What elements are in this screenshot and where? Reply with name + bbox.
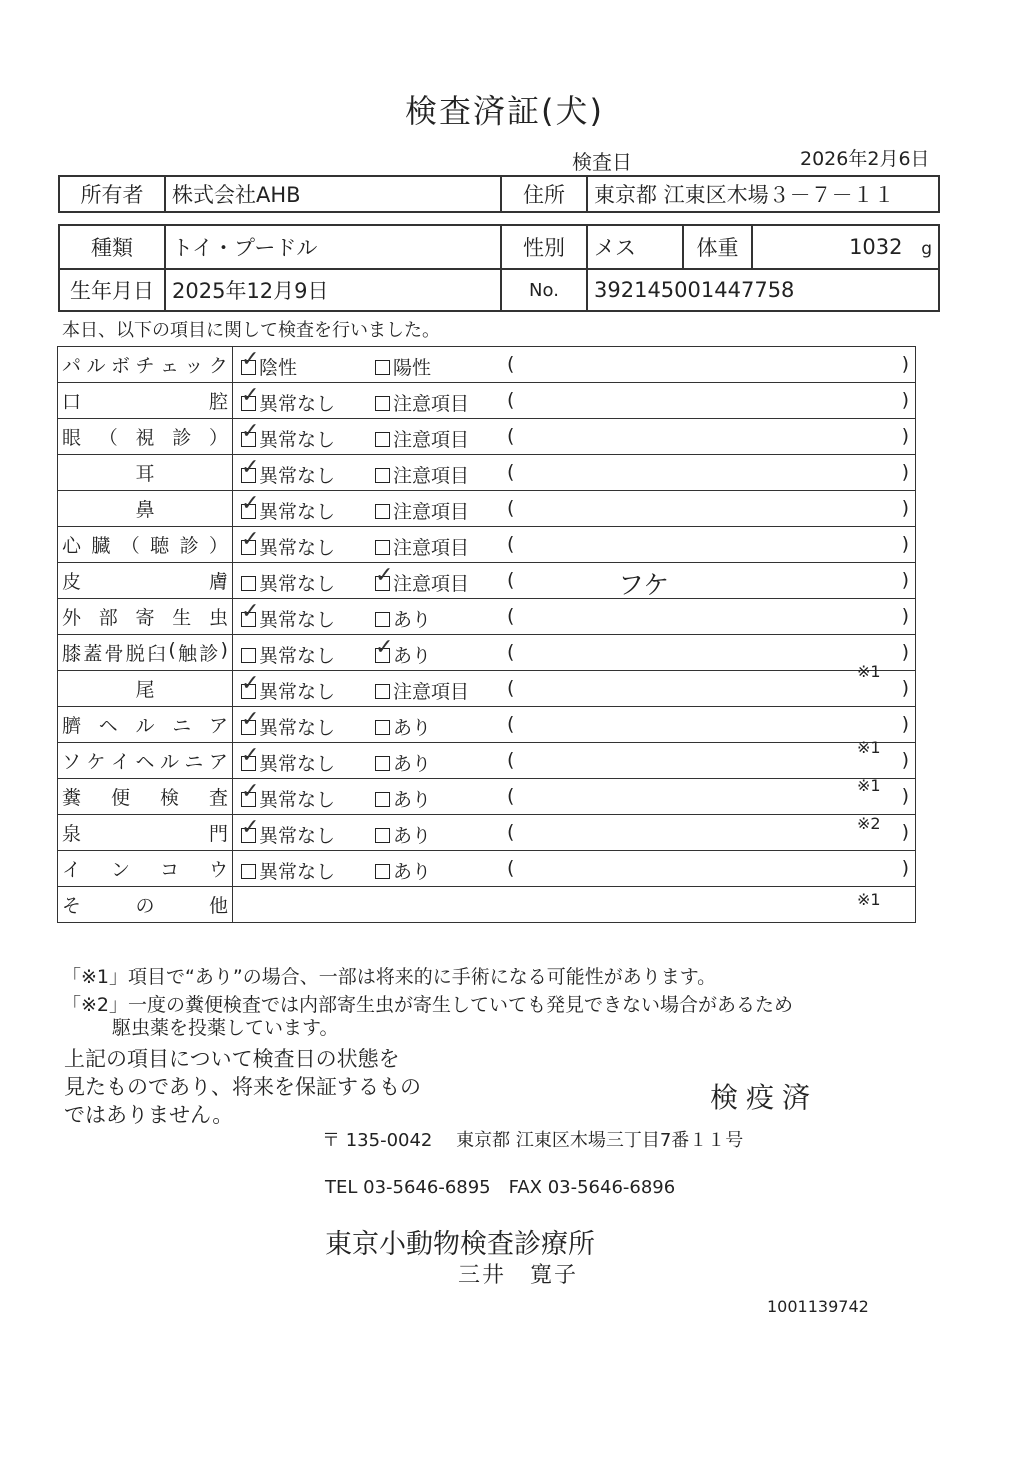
- exam-item-label: 皮 膚: [62, 571, 228, 593]
- owner-table: [58, 175, 940, 213]
- other-label: そ の 他: [62, 895, 228, 917]
- exam-options: [233, 671, 916, 707]
- disclaimer-line2: 見たものであり、将来を保証するもの: [64, 1075, 421, 1099]
- checkbox-icon[interactable]: [375, 756, 390, 771]
- exam-row: [58, 671, 916, 707]
- exam-row: [58, 635, 916, 671]
- option-attention[interactable]: [375, 461, 469, 488]
- note-paren-open: (: [507, 425, 515, 447]
- option-attention-label: あり: [393, 753, 432, 775]
- option-normal[interactable]: [241, 785, 335, 812]
- option-normal-label: 異常なし: [259, 537, 336, 559]
- checkbox-icon[interactable]: [241, 576, 256, 591]
- exam-item-label: 臍 ヘ ル ニ ア: [62, 715, 228, 737]
- exam-item-label: 糞 便 検 査: [62, 787, 228, 809]
- option-normal[interactable]: [241, 533, 335, 560]
- checkbox-icon[interactable]: [375, 576, 390, 591]
- option-attention[interactable]: [375, 641, 431, 668]
- option-normal-label: 異常なし: [259, 681, 336, 703]
- checkbox-icon[interactable]: [241, 540, 256, 555]
- exam-item-name: [58, 743, 233, 779]
- intro-text: 本日、以下の項目に関して検査を行いました。: [62, 320, 440, 341]
- option-attention[interactable]: [375, 713, 431, 740]
- option-normal-label: 異常なし: [259, 825, 336, 847]
- option-normal[interactable]: [241, 749, 335, 776]
- exam-row: [58, 707, 916, 743]
- checkbox-icon[interactable]: [375, 396, 390, 411]
- checkbox-icon[interactable]: [375, 504, 390, 519]
- option-attention-label: あり: [393, 825, 432, 847]
- option-attention[interactable]: [375, 857, 431, 884]
- option-attention[interactable]: [375, 677, 469, 704]
- note-paren-open: (: [507, 821, 515, 843]
- exam-item-name: [58, 635, 233, 671]
- checkbox-icon[interactable]: [375, 864, 390, 879]
- note-paren-close: ): [901, 569, 909, 591]
- exam-options: [233, 419, 916, 455]
- exam-options: [233, 491, 916, 527]
- exam-item-label: 口 腔: [62, 391, 228, 413]
- exam-item-label: 膝 蓋 骨 脱 臼 ( 触 診 ): [62, 639, 228, 665]
- checkbox-icon[interactable]: [241, 828, 256, 843]
- option-normal-label: 異常なし: [259, 861, 336, 883]
- other-label-cell: [58, 887, 233, 923]
- note-paren-close: ): [901, 425, 909, 447]
- exam-row: [58, 491, 916, 527]
- exam-item-name: [58, 347, 233, 383]
- exam-options: [233, 599, 916, 635]
- note-paren-open: (: [507, 857, 515, 879]
- exam-row: [58, 527, 916, 563]
- exam-row: [58, 743, 916, 779]
- checkbox-icon[interactable]: [241, 360, 256, 375]
- note-paren-open: (: [507, 461, 515, 483]
- option-attention-label: 注意項目: [393, 537, 470, 559]
- option-normal-label: 異常なし: [259, 789, 336, 811]
- option-normal-label: 異常なし: [259, 573, 336, 595]
- note-paren-open: (: [507, 569, 515, 591]
- note-paren-close: ): [901, 641, 909, 663]
- checkbox-icon[interactable]: [375, 792, 390, 807]
- animal-table: [58, 224, 940, 312]
- note-paren-close: ): [901, 461, 909, 483]
- breed-value: トイ・プードル: [165, 225, 501, 269]
- footnote-2-line1: 「※2」一度の糞便検査では内部寄生虫が寄生していても発見できない場合があるため: [62, 994, 794, 1016]
- option-normal-label: 異常なし: [259, 393, 336, 415]
- option-attention-label: あり: [393, 861, 432, 883]
- option-attention-label: 注意項目: [393, 681, 470, 703]
- note-paren-open: (: [507, 749, 515, 771]
- serial-number: 1001139742: [767, 1297, 869, 1316]
- weight-unit: g: [921, 239, 932, 259]
- no-label: No.: [501, 269, 587, 311]
- exam-options: [233, 707, 916, 743]
- note-paren-close: ): [901, 677, 909, 699]
- exam-item-label: 心 臓 （ 聴 診 ）: [62, 535, 228, 557]
- sex-label: 性別: [501, 225, 587, 269]
- checkbox-icon[interactable]: [375, 612, 390, 627]
- checkbox-icon[interactable]: [375, 432, 390, 447]
- option-normal-label: 異常なし: [259, 429, 336, 451]
- note-paren-close: ): [901, 821, 909, 843]
- option-normal[interactable]: [241, 605, 335, 632]
- exam-row: [58, 455, 916, 491]
- exam-item-name: [58, 779, 233, 815]
- person-name: 三井 寛子: [458, 1263, 579, 1288]
- option-normal[interactable]: [241, 353, 297, 380]
- exam-row: [58, 383, 916, 419]
- exam-options: [233, 851, 916, 887]
- exam-item-name: [58, 599, 233, 635]
- option-attention[interactable]: [375, 389, 469, 416]
- exam-item-label: パ ル ボ チ ェ ッ ク: [62, 355, 228, 377]
- exam-item-label: イ ン コ ウ: [62, 859, 228, 881]
- other-value[interactable]: [233, 887, 916, 923]
- footnote-mark: ※1: [857, 776, 881, 795]
- clinic-tel-fax: TEL 03-5646-6895 FAX 03-5646-6896: [325, 1177, 676, 1198]
- note-paren-close: ): [901, 389, 909, 411]
- exam-row: [58, 563, 916, 599]
- option-normal[interactable]: [241, 569, 335, 596]
- option-attention[interactable]: [375, 785, 431, 812]
- option-normal[interactable]: [241, 425, 335, 452]
- exam-item-name: [58, 563, 233, 599]
- checkbox-icon[interactable]: [241, 648, 256, 663]
- exam-item-name: [58, 455, 233, 491]
- option-normal[interactable]: [241, 641, 335, 668]
- document-title: 検査済証(犬): [405, 92, 604, 130]
- address-label: 住所: [501, 176, 587, 212]
- exam-item-name: [58, 491, 233, 527]
- checkbox-icon[interactable]: [375, 648, 390, 663]
- disclaimer-line3: ではありません。: [64, 1103, 234, 1127]
- option-attention-label: 注意項目: [393, 573, 470, 595]
- option-attention[interactable]: [375, 425, 469, 452]
- note-paren-close: ): [901, 785, 909, 807]
- option-normal[interactable]: [241, 677, 335, 704]
- footnote-mark: ※1: [857, 890, 881, 909]
- note-paren-open: (: [507, 497, 515, 519]
- footnote-mark: ※2: [857, 814, 881, 833]
- quarantine-stamp: 検疫済: [710, 1081, 819, 1114]
- checkbox-icon[interactable]: [241, 684, 256, 699]
- owner-label: 所有者: [59, 176, 165, 212]
- footnote-2-line2: 駆虫薬を投薬しています。: [112, 1017, 339, 1039]
- sex-value: メス: [587, 225, 683, 269]
- clinic-name: 東京小動物検査診療所: [325, 1229, 595, 1260]
- note-paren-close: ): [901, 533, 909, 555]
- breed-label: 種類: [59, 225, 165, 269]
- note-paren-close: ): [901, 857, 909, 879]
- disclaimer: [64, 1045, 421, 1129]
- exam-options: [233, 455, 916, 491]
- exam-options: [233, 779, 916, 815]
- checkbox-icon[interactable]: [241, 864, 256, 879]
- exam-options: [233, 347, 916, 383]
- exam-row: [58, 599, 916, 635]
- exam-item-name: [58, 527, 233, 563]
- exam-item-name: [58, 707, 233, 743]
- checkbox-icon[interactable]: [241, 792, 256, 807]
- option-normal[interactable]: [241, 461, 335, 488]
- note-paren-close: ): [901, 713, 909, 735]
- checkbox-icon[interactable]: [375, 828, 390, 843]
- option-attention[interactable]: [375, 353, 431, 380]
- exam-item-label: 耳: [135, 463, 155, 485]
- exam-row: [58, 347, 916, 383]
- option-attention-label: 陽性: [393, 357, 432, 379]
- exam-item-label: 泉 門: [62, 823, 228, 845]
- birth-label: 生年月日: [59, 269, 165, 311]
- checkbox-icon[interactable]: [375, 540, 390, 555]
- exam-item-name: [58, 815, 233, 851]
- option-normal-label: 異常なし: [259, 753, 336, 775]
- note-paren-open: (: [507, 677, 515, 699]
- note-paren-open: (: [507, 389, 515, 411]
- note-paren-close: ): [901, 749, 909, 771]
- exam-item-name: [58, 851, 233, 887]
- exam-item-label: ソ ケ イ ヘ ル ニ ア: [62, 751, 228, 773]
- option-attention[interactable]: [375, 533, 469, 560]
- weight-cell: [752, 225, 939, 269]
- exam-row: [58, 419, 916, 455]
- footnote-mark: ※1: [857, 662, 881, 681]
- handwritten-note: フケ: [618, 571, 670, 601]
- note-paren-open: (: [507, 353, 515, 375]
- checkbox-icon[interactable]: [241, 612, 256, 627]
- option-attention-label: あり: [393, 609, 432, 631]
- option-attention[interactable]: [375, 749, 431, 776]
- option-attention[interactable]: [375, 569, 469, 596]
- exam-item-name: [58, 671, 233, 707]
- exam-item-label: 眼 （ 視 診 ）: [62, 427, 228, 449]
- note-paren-open: (: [507, 605, 515, 627]
- address-value: 東京都 江東区木場３－７－１１: [587, 176, 939, 212]
- option-normal-label: 異常なし: [259, 717, 336, 739]
- checkbox-icon[interactable]: [375, 720, 390, 735]
- note-paren-open: (: [507, 785, 515, 807]
- note-paren-open: (: [507, 533, 515, 555]
- footnote-mark: ※1: [857, 738, 881, 757]
- exam-item-name: [58, 419, 233, 455]
- exam-item-label: 外 部 寄 生 虫: [62, 607, 228, 629]
- clinic-address: 〒 135-0042 東京都 江東区木場三丁目7番１１号: [322, 1130, 744, 1151]
- exam-options: [233, 383, 916, 419]
- option-normal-label: 異常なし: [259, 465, 336, 487]
- option-attention-label: 注意項目: [393, 465, 470, 487]
- exam-options: [233, 563, 916, 599]
- exam-row: [58, 779, 916, 815]
- option-attention-label: あり: [393, 717, 432, 739]
- exam-item-label: 鼻: [135, 499, 155, 521]
- exam-item-name: [58, 383, 233, 419]
- checkbox-icon[interactable]: [241, 396, 256, 411]
- option-normal-label: 異常なし: [259, 501, 336, 523]
- exam-row-other: [58, 887, 916, 923]
- exam-item-label: 尾: [135, 679, 155, 701]
- checkbox-icon[interactable]: [241, 720, 256, 735]
- disclaimer-line1: 上記の項目について検査日の状態を: [64, 1047, 400, 1071]
- exam-date-label: 検査日: [572, 150, 632, 174]
- exam-date-value: 2026年2月6日: [800, 148, 930, 170]
- exam-options: [233, 815, 916, 851]
- note-paren-close: ): [901, 605, 909, 627]
- option-normal-label: 陰性: [259, 357, 298, 379]
- option-normal[interactable]: [241, 821, 335, 848]
- note-paren-close: ): [901, 353, 909, 375]
- weight-label: 体重: [683, 225, 752, 269]
- option-attention[interactable]: [375, 497, 469, 524]
- exam-options: [233, 743, 916, 779]
- option-attention-label: 注意項目: [393, 429, 470, 451]
- note-paren-open: (: [507, 641, 515, 663]
- option-normal-label: 異常なし: [259, 609, 336, 631]
- checkbox-icon[interactable]: [241, 432, 256, 447]
- exam-row: [58, 851, 916, 887]
- exam-table: [57, 346, 916, 923]
- weight-value: 1032: [849, 235, 903, 259]
- option-normal[interactable]: [241, 713, 335, 740]
- option-normal-label: 異常なし: [259, 645, 336, 667]
- option-normal[interactable]: [241, 857, 335, 884]
- option-attention-label: あり: [393, 645, 432, 667]
- checkbox-icon[interactable]: [241, 756, 256, 771]
- checkbox-icon[interactable]: [375, 360, 390, 375]
- exam-options: [233, 635, 916, 671]
- owner-value: 株式会社AHB: [165, 176, 501, 212]
- option-normal[interactable]: [241, 497, 335, 524]
- checkbox-icon[interactable]: [375, 468, 390, 483]
- checkbox-icon[interactable]: [241, 468, 256, 483]
- note-paren-open: (: [507, 713, 515, 735]
- option-attention-label: あり: [393, 789, 432, 811]
- option-normal[interactable]: [241, 389, 335, 416]
- option-attention-label: 注意項目: [393, 393, 470, 415]
- exam-row: [58, 815, 916, 851]
- option-attention-label: 注意項目: [393, 501, 470, 523]
- no-value: 392145001447758: [587, 269, 939, 311]
- exam-options: [233, 527, 916, 563]
- checkbox-icon[interactable]: [241, 504, 256, 519]
- note-paren-close: ): [901, 497, 909, 519]
- option-attention[interactable]: [375, 605, 431, 632]
- footnote-1: 「※1」項目で“あり”の場合、一部は将来的に手術になる可能性があります。: [62, 966, 717, 988]
- option-attention[interactable]: [375, 821, 431, 848]
- birth-value: 2025年12月9日: [165, 269, 501, 311]
- checkbox-icon[interactable]: [375, 684, 390, 699]
